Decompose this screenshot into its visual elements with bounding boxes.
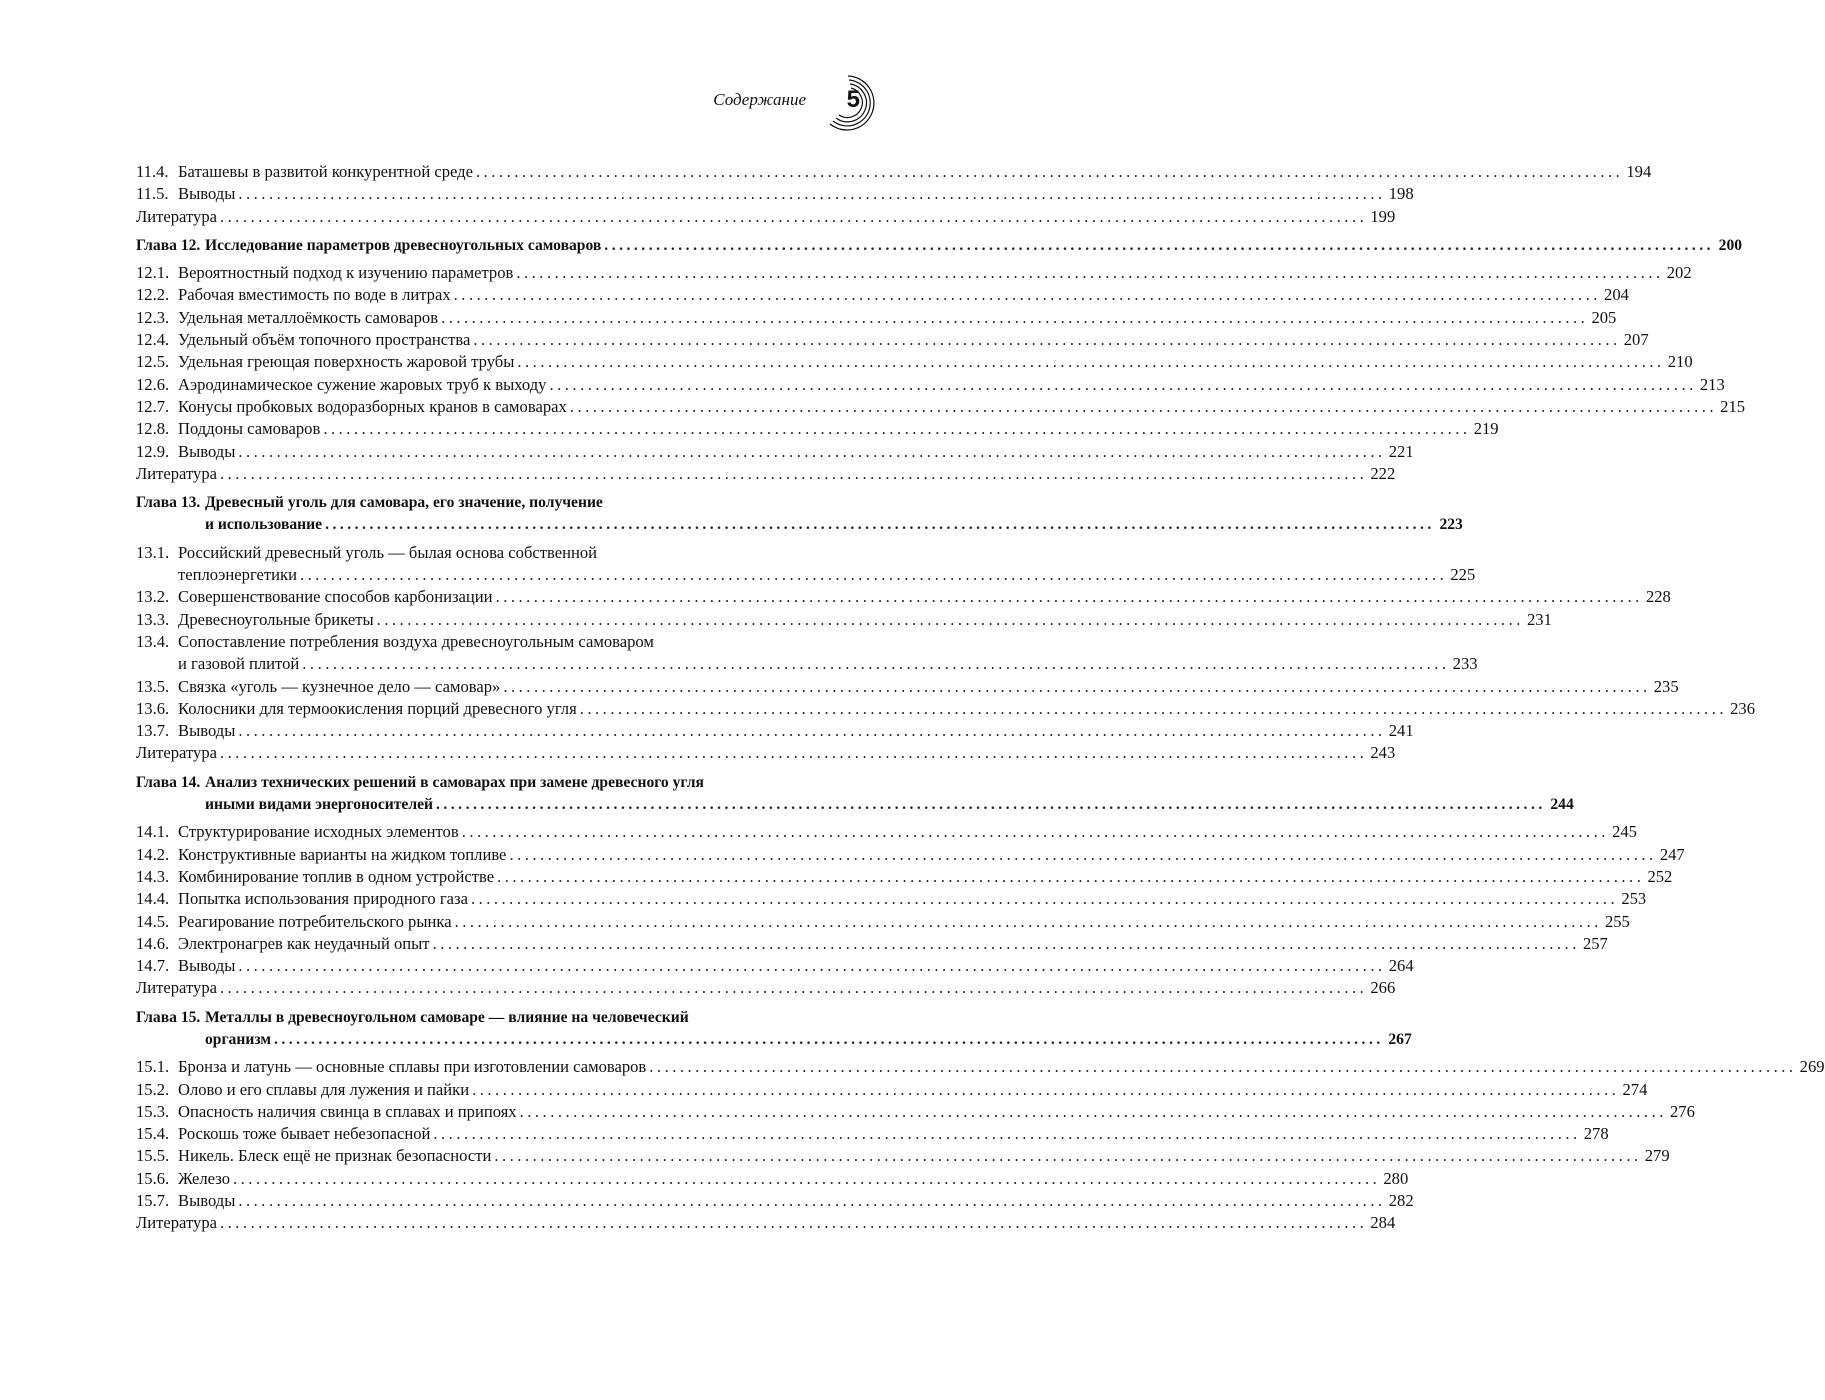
toc-entry-title: Совершенствование способов карбонизации: [178, 587, 493, 607]
leader-dots: ......................................................................................................................................................: [238, 956, 1386, 976]
toc-entry-number: 13.7.: [136, 721, 170, 741]
leader-dots: ......................................................................................................................................................: [432, 933, 1580, 953]
toc-entry-title: Роскошь тоже бывает небезопасной: [178, 1124, 431, 1144]
toc-entry-page: 264: [1388, 956, 1414, 976]
leader-dots: ......................................................................................................................................................: [219, 463, 1368, 483]
toc-entry-number: 14.2.: [136, 844, 170, 864]
toc-entry[interactable]: [136, 374, 1725, 396]
toc-entry-title: Попытка использования природного газа: [178, 889, 468, 909]
toc-entry-title-continued: теплоэнергетики: [178, 565, 297, 585]
toc-entry-page: 222: [1370, 463, 1396, 483]
leader-dots: ......................................................................................................................................................: [519, 1101, 1667, 1121]
toc-entry-number: 13.4.: [136, 631, 170, 651]
toc-entry-number: 12.1.: [136, 263, 170, 283]
toc-entry-title: Связка «уголь — кузнечное дело — самовар»: [178, 676, 501, 696]
toc-chapter-14-continuation[interactable]: [136, 794, 1574, 816]
leader-dots: ......................................................................................................................................................: [495, 587, 1643, 607]
toc-entry-page: 228: [1645, 587, 1671, 607]
toc-entry-title: Рабочая вместимость по воде в литрах: [178, 285, 451, 305]
toc-entry-page: 219: [1473, 419, 1499, 439]
leader-dots: ......................................................................................................................................................: [233, 1168, 1381, 1188]
toc-entry-page: 194: [1626, 162, 1652, 181]
toc-entry-page: 213: [1699, 374, 1725, 394]
toc-entry-title: Аэродинамическое сужение жаровых труб к выходу: [178, 374, 547, 394]
toc-entry-title: Выводы: [178, 441, 236, 461]
toc-entry[interactable]: [136, 698, 1755, 720]
leader-dots: ......................................................................................................................................................: [219, 743, 1368, 763]
toc-chapter-15[interactable]: [136, 1007, 865, 1029]
toc-entry-continuation[interactable]: [136, 653, 1478, 675]
toc-entry-title: Литература: [136, 463, 217, 483]
toc-entry-page: 225: [1450, 565, 1476, 585]
toc-chapter-12[interactable]: [136, 235, 1743, 257]
toc-entry-page: 205: [1591, 307, 1617, 327]
leader-dots: ......................................................................................................................................................: [473, 330, 1621, 350]
toc-entry[interactable]: [136, 955, 1414, 977]
toc-entry-references[interactable]: [136, 742, 1396, 764]
chapter-title: Металлы в древесноугольном самоваре — влияние на человеческий: [205, 1008, 689, 1026]
toc-entry-number: 13.6.: [136, 698, 170, 718]
toc-entry-number: 11.5.: [136, 184, 169, 204]
leader-dots: ......................................................................................................................................................: [517, 352, 1665, 372]
toc-entry-number: 14.3.: [136, 866, 170, 886]
toc-entry-page: 284: [1370, 1213, 1396, 1233]
leader-dots: ......................................................................................................................................................: [325, 516, 1435, 534]
toc-entry-title: Структурирование исходных элементов: [178, 822, 459, 842]
toc-entry[interactable]: [136, 720, 1414, 742]
toc-entry[interactable]: [136, 933, 1608, 955]
toc-entry[interactable]: [136, 284, 1629, 306]
chapter-title-continued: организм: [205, 1030, 271, 1048]
toc-entry-references[interactable]: [136, 206, 1396, 228]
toc-entry-title: Бронза и латунь — основные сплавы при изготовлении самоваров: [178, 1057, 647, 1077]
toc-entry-title: Железо: [178, 1168, 230, 1188]
toc-entry-page: 199: [1370, 206, 1396, 226]
leader-dots: ......................................................................................................................................................: [516, 263, 1664, 283]
toc-entry-title: Комбинирование топлив в одном устройстве: [178, 866, 495, 886]
toc-entry[interactable]: [136, 1079, 1648, 1101]
toc-entry[interactable]: [136, 586, 1671, 608]
toc-entry[interactable]: [136, 351, 1693, 373]
toc-entry-number: 13.3.: [136, 609, 170, 629]
leader-dots: ......................................................................................................................................................: [219, 978, 1368, 998]
toc-entry[interactable]: [136, 609, 1552, 631]
toc-entry[interactable]: [136, 1101, 1695, 1123]
toc-entry[interactable]: [136, 911, 1630, 933]
toc-entry-title: Выводы: [178, 956, 236, 976]
toc-entry[interactable]: [136, 821, 1637, 843]
leader-dots: ......................................................................................................................................................: [273, 1030, 1384, 1048]
toc-entry-number: 11.4.: [136, 162, 169, 181]
toc-entry-title: Выводы: [178, 721, 236, 741]
toc-entry-page: 236: [1730, 698, 1755, 718]
leader-dots: ......................................................................................................................................................: [494, 1146, 1642, 1166]
toc-entry-number: 13.1.: [136, 542, 170, 562]
toc-entry-title: Российский древесный уголь — былая основа собственной: [178, 542, 598, 562]
toc-entry-title: Конструктивные варианты на жидком топливе: [178, 844, 507, 864]
toc-entry-page: 257: [1582, 933, 1608, 953]
chapter-page: 267: [1388, 1030, 1412, 1048]
chapter-title-continued: и использование: [205, 516, 323, 534]
toc-entry-number: 15.2.: [136, 1079, 170, 1099]
toc-entry-number: 14.4.: [136, 889, 170, 909]
leader-dots: ......................................................................................................................................................: [219, 1213, 1368, 1233]
toc-entry-page: 247: [1659, 844, 1685, 864]
toc-entry-page: 266: [1370, 978, 1396, 998]
toc-entry[interactable]: [136, 161, 1652, 183]
chapter-page: 200: [1718, 236, 1743, 254]
leader-dots: ......................................................................................................................................................: [238, 441, 1386, 461]
toc-entry-page: 231: [1526, 609, 1552, 629]
toc-entry[interactable]: [136, 329, 1649, 351]
toc-entry-references[interactable]: [136, 977, 1396, 999]
toc-entry-title: Литература: [136, 206, 217, 226]
toc-entry-title: Древесноугольные брикеты: [178, 609, 374, 629]
toc-entry-page: 282: [1388, 1191, 1414, 1211]
toc-entry-page: 274: [1622, 1079, 1648, 1099]
toc-entry-title: Удельная металлоёмкость самоваров: [178, 307, 439, 327]
leader-dots: ......................................................................................................................................................: [461, 822, 1609, 842]
chapter-title-continued: иными видами энергоносителей: [205, 796, 433, 814]
toc-entry-title: Удельный объём топочного пространства: [178, 330, 471, 350]
leader-dots: ......................................................................................................................................................: [472, 1079, 1620, 1099]
table-of-contents: [136, 161, 1825, 1235]
toc-entry[interactable]: [136, 307, 1617, 329]
leader-dots: ......................................................................................................................................................: [604, 236, 1715, 254]
toc-entry-page: 255: [1604, 911, 1630, 931]
toc-entry-page: 233: [1452, 654, 1478, 674]
leader-dots: ......................................................................................................................................................: [376, 609, 1524, 629]
toc-entry-number: 12.7.: [136, 396, 170, 416]
toc-chapter-13[interactable]: [136, 492, 865, 514]
toc-entry-title: Опасность наличия свинца в сплавах и припоях: [178, 1101, 517, 1121]
chapter-label: Глава 14.: [136, 773, 201, 791]
toc-entry-title: Выводы: [178, 1191, 236, 1211]
toc-entry-title-continued: и газовой плитой: [178, 654, 300, 674]
toc-entry-references[interactable]: [136, 463, 1396, 485]
leader-dots: ......................................................................................................................................................: [470, 889, 1619, 909]
leader-dots: ......................................................................................................................................................: [302, 654, 1450, 674]
toc-entry[interactable]: [136, 888, 1647, 910]
toc-entry-title: Удельная греющая поверхность жаровой трубы: [178, 352, 515, 372]
leader-dots: ......................................................................................................................................................: [579, 698, 1727, 718]
toc-entry-page: 269: [1799, 1057, 1825, 1077]
toc-entry-number: 12.3.: [136, 307, 170, 327]
leader-dots: ......................................................................................................................................................: [219, 206, 1368, 226]
header-title: Содержание: [713, 90, 806, 109]
toc-entry-page: 252: [1647, 866, 1673, 886]
toc-entry-title: Поддоны самоваров: [178, 419, 321, 439]
toc-entry[interactable]: [136, 866, 1673, 888]
leader-dots: ......................................................................................................................................................: [441, 307, 1589, 327]
toc-entry-number: 15.5.: [136, 1146, 170, 1166]
toc-entry-number: 12.6.: [136, 374, 170, 394]
toc-entry-number: 12.9.: [136, 441, 170, 461]
toc-entry-title: Литература: [136, 743, 217, 763]
toc-entry-page: 245: [1612, 822, 1637, 842]
toc-entry-title: Колосники для термоокисления порций древесного угля: [178, 698, 577, 718]
toc-entry-page: 210: [1667, 352, 1693, 372]
toc-entry[interactable]: [136, 441, 1414, 463]
chapter-title: Исследование параметров древесноугольных самоваров: [205, 236, 602, 254]
toc-entry[interactable]: [136, 418, 1499, 440]
leader-dots: ......................................................................................................................................................: [323, 419, 1471, 439]
toc-entry-page: 280: [1383, 1168, 1409, 1188]
toc-entry-title: Вероятностный подход к изучению параметров: [178, 263, 514, 283]
toc-entry[interactable]: [136, 396, 1746, 418]
leader-dots: ......................................................................................................................................................: [503, 676, 1651, 696]
toc-entry-number: 14.1.: [136, 822, 170, 842]
leader-dots: ......................................................................................................................................................: [454, 911, 1602, 931]
toc-entry-continuation[interactable]: [136, 564, 1476, 586]
toc-entry-references[interactable]: [136, 1212, 1396, 1234]
toc-entry-title: Литература: [136, 978, 217, 998]
toc-entry-number: 13.5.: [136, 676, 170, 696]
toc-entry-title: Конусы пробковых водоразборных кранов в самоварах: [178, 396, 567, 416]
toc-entry-page: 253: [1621, 889, 1647, 909]
toc-entry-number: 14.7.: [136, 956, 170, 976]
toc-entry-number: 15.7.: [136, 1191, 170, 1211]
toc-entry-title: Электронагрев как неудачный опыт: [178, 933, 430, 953]
toc-entry-page: 241: [1388, 721, 1414, 741]
toc-entry-number: 15.3.: [136, 1101, 170, 1121]
toc-entry-page: 276: [1669, 1101, 1695, 1121]
leader-dots: ......................................................................................................................................................: [238, 1191, 1386, 1211]
toc-entry-title: Выводы: [178, 184, 236, 204]
chapter-title: Анализ технических решений в самоварах при замене древесного угля: [205, 773, 704, 791]
toc-chapter-15-continuation[interactable]: [136, 1029, 1412, 1051]
chapter-label: Глава 13.: [136, 494, 201, 512]
leader-dots: ......................................................................................................................................................: [497, 866, 1645, 886]
toc-entry[interactable]: [136, 676, 1679, 698]
toc-entry-title: Сопоставление потребления воздуха древесноугольным самоваром: [178, 631, 654, 651]
toc-entry-title: Олово и его сплавы для лужения и пайки: [178, 1079, 470, 1099]
toc-entry-page: 221: [1388, 441, 1414, 461]
toc-entry[interactable]: [136, 1190, 1414, 1212]
chapter-page: 244: [1550, 796, 1574, 814]
toc-chapter-14[interactable]: [136, 772, 865, 794]
toc-entry-number: 15.4.: [136, 1124, 170, 1144]
toc-entry[interactable]: [136, 631, 865, 653]
toc-entry-title: Литература: [136, 1213, 217, 1233]
running-header: [560, 72, 890, 134]
page-number: 5: [846, 86, 860, 113]
toc-entry-page: 198: [1388, 184, 1414, 204]
toc-entry-page: 204: [1604, 285, 1629, 305]
leader-dots: ......................................................................................................................................................: [649, 1057, 1797, 1077]
toc-entry[interactable]: [136, 1145, 1670, 1167]
toc-entry-page: 243: [1370, 743, 1396, 763]
leader-dots: ......................................................................................................................................................: [549, 374, 1697, 394]
toc-entry[interactable]: [136, 1123, 1609, 1145]
toc-entry-title: Реагирование потребительского рынка: [178, 911, 452, 931]
toc-entry[interactable]: [136, 844, 1685, 866]
toc-entry-number: 15.1.: [136, 1057, 170, 1077]
chapter-page: 223: [1439, 516, 1463, 534]
chapter-label: Глава 12.: [136, 236, 201, 254]
chapter-title: Древесный уголь для самовара, его значение, получение: [205, 494, 603, 512]
toc-entry-page: 279: [1644, 1146, 1670, 1166]
toc-entry[interactable]: [136, 1056, 1825, 1078]
leader-dots: ......................................................................................................................................................: [238, 184, 1386, 204]
leader-dots: ......................................................................................................................................................: [433, 1124, 1581, 1144]
toc-entry-number: 13.2.: [136, 587, 170, 607]
toc-entry-page: 215: [1720, 396, 1746, 416]
toc-entry-number: 12.2.: [136, 285, 170, 305]
toc-entry-number: 12.4.: [136, 330, 170, 350]
toc-entry-title: Баташевы в развитой конкурентной среде: [178, 162, 473, 181]
toc-entry[interactable]: [136, 1168, 1409, 1190]
toc-entry-number: 14.6.: [136, 933, 170, 953]
toc-entry-number: 15.6.: [136, 1168, 170, 1188]
toc-entry-number: 12.8.: [136, 419, 170, 439]
toc-entry[interactable]: [136, 183, 1414, 205]
toc-entry-number: 12.5.: [136, 352, 170, 372]
toc-chapter-13-continuation[interactable]: [136, 514, 1463, 536]
toc-entry-title: Никель. Блеск ещё не признак безопасности: [178, 1146, 492, 1166]
leader-dots: ......................................................................................................................................................: [435, 796, 1546, 814]
toc-entry-page: 207: [1623, 330, 1649, 350]
leader-dots: ......................................................................................................................................................: [569, 396, 1718, 416]
toc-entry[interactable]: [136, 262, 1692, 284]
leader-dots: ......................................................................................................................................................: [475, 162, 1624, 181]
toc-entry-number: 14.5.: [136, 911, 170, 931]
leader-dots: ......................................................................................................................................................: [299, 565, 1448, 585]
leader-dots: ......................................................................................................................................................: [509, 844, 1657, 864]
toc-entry-page: 278: [1583, 1124, 1609, 1144]
toc-entry[interactable]: [136, 542, 865, 564]
toc-entry-page: 202: [1666, 263, 1692, 283]
chapter-label: Глава 15.: [136, 1008, 201, 1026]
leader-dots: ......................................................................................................................................................: [453, 285, 1601, 305]
toc-entry-page: 235: [1653, 676, 1679, 696]
leader-dots: ......................................................................................................................................................: [238, 721, 1386, 741]
